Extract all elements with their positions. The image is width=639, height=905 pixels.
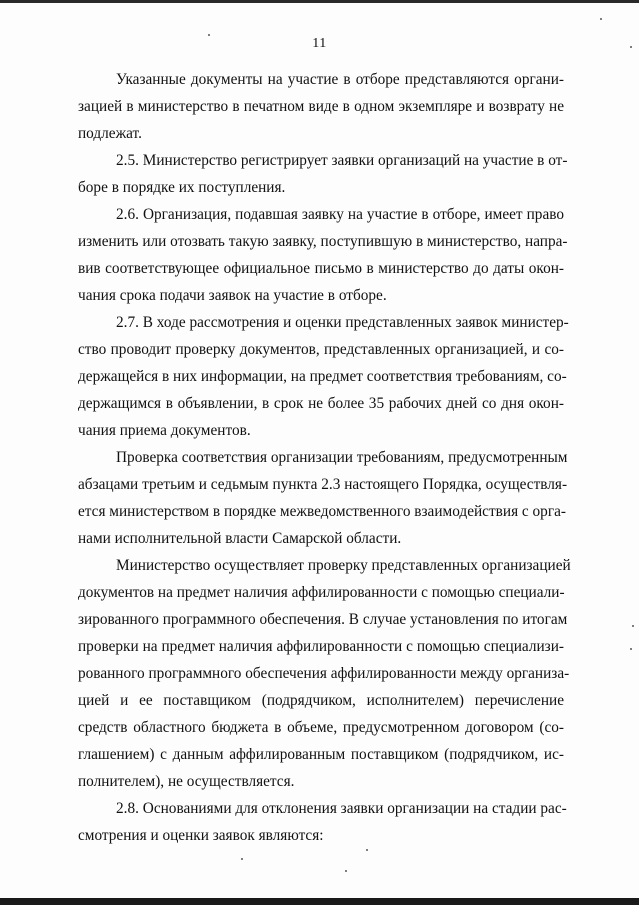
scan-top-edge xyxy=(0,0,639,3)
text-line: 2.5. Министерство регистрирует заявки организаций на участие в от- xyxy=(116,152,568,169)
text-line: изменить или отозвать такую заявку, поступившую в министерство, напра- xyxy=(78,233,568,250)
text-line: глашением) с данным аффилированным поставщиком (подрядчиком, ис- xyxy=(78,746,564,763)
text-line: смотрения и оценки заявок являются: xyxy=(78,827,324,844)
text-line: 2.8. Основаниями для отклонения заявки организации на стадии рас- xyxy=(116,800,567,817)
text-line: держащимся в объявлении, в срок не более 35 рабочих дней со дня окон- xyxy=(78,395,564,412)
text-line: средств областного бюджета в объеме, предусмотренном договором (со- xyxy=(78,719,564,736)
text-line: боре в порядке их поступления. xyxy=(78,179,286,196)
text-line: цией и ее поставщиком (подрядчиком, исполнителем) перечисление xyxy=(78,692,564,709)
scan-speck xyxy=(632,625,634,627)
paragraph xyxy=(78,147,568,201)
text-line: подлежат. xyxy=(78,125,142,142)
text-line: чания срока подачи заявок на участие в отборе. xyxy=(78,287,387,304)
text-line: рованного программного обеспечения аффилированности между организа- xyxy=(78,665,570,682)
text-line: Указанные документы на участие в отборе представляются органи- xyxy=(116,71,564,88)
scan-speck xyxy=(241,858,243,860)
scan-speck xyxy=(345,870,347,872)
text-line: документов на предмет наличия аффилированности с помощью специали- xyxy=(78,584,565,601)
document-body xyxy=(78,66,571,849)
text-line: зацией в министерство в печатном виде в одном экземпляре и возврату не xyxy=(78,98,564,115)
text-line: 2.6. Организация, подавшая заявку на участие в отборе, имеет право xyxy=(116,206,564,223)
text-line: держащейся в них информации, на предмет соответствия требованиям, со- xyxy=(78,368,567,385)
text-line: зированного программного обеспечения. В случае установления по итогам xyxy=(78,611,568,628)
text-line: ство проводит проверку документов, представленных организацией, и со- xyxy=(78,341,564,358)
scan-speck xyxy=(600,18,602,20)
text-line: Проверка соответствия организации требованиям, предусмотренным xyxy=(116,449,568,466)
paragraph xyxy=(78,444,568,552)
text-line: вив соответствующее официальное письмо в министерство до даты окон- xyxy=(78,260,564,277)
paragraph xyxy=(78,795,567,849)
scan-speck xyxy=(630,648,632,650)
page-number: 11 xyxy=(312,36,327,51)
text-line: Министерство осуществляет проверку представленных организацией xyxy=(116,557,571,574)
text-line: ется министерством в порядке межведомственного взаимодействия с орга- xyxy=(78,503,566,520)
paragraph xyxy=(78,552,571,795)
text-line: нами исполнительной власти Самарской области. xyxy=(78,530,402,547)
text-line: абзацами третьим и седьмым пункта 2.3 настоящего Порядка, осуществля- xyxy=(78,476,568,493)
text-line: проверки на предмет наличия аффилированности с помощью специализи- xyxy=(78,638,564,655)
paragraph xyxy=(78,66,564,147)
paragraph xyxy=(78,201,568,309)
paragraph xyxy=(78,309,569,444)
scan-speck xyxy=(366,849,368,851)
text-line: чания приема документов. xyxy=(78,422,251,439)
text-line: 2.7. В ходе рассмотрения и оценки представленных заявок министер- xyxy=(116,314,569,331)
text-line: полнителем), не осуществляется. xyxy=(78,773,295,790)
scan-bottom-edge xyxy=(0,898,639,905)
